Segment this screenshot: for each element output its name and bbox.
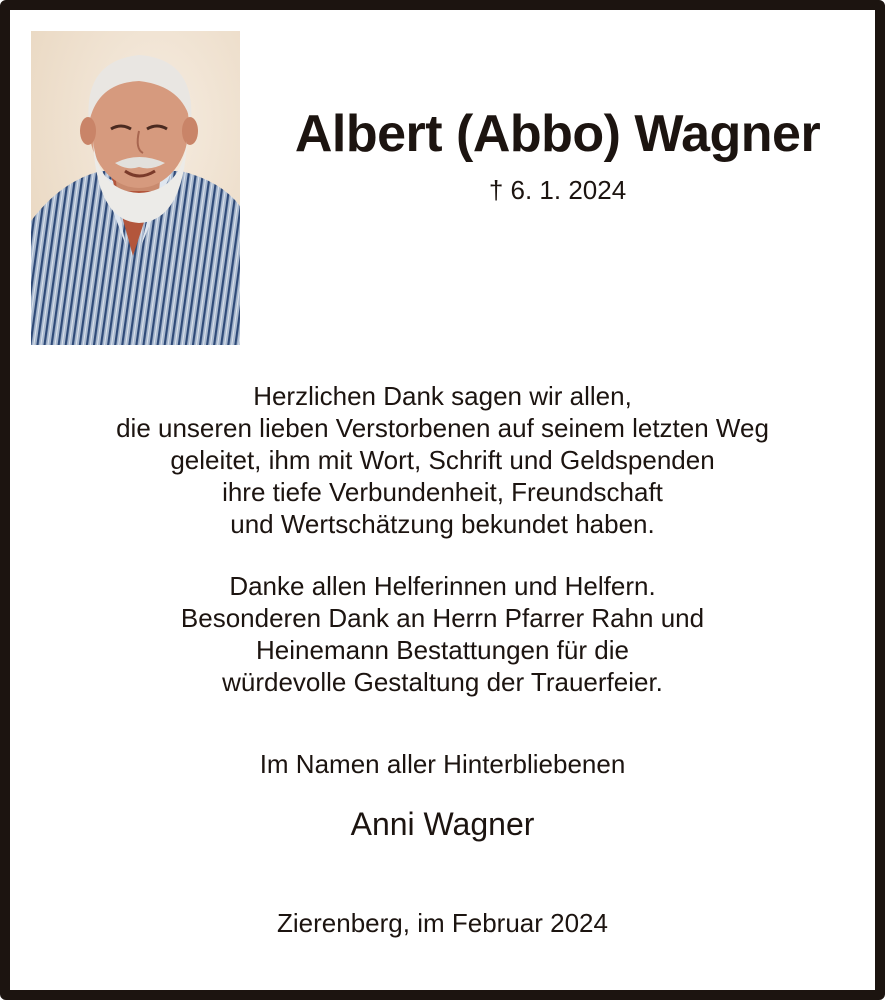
thanks-paragraph-2 [10, 570, 875, 698]
deceased-name: Albert (Abbo) Wagner [294, 105, 821, 163]
signer-name: Anni Wagner [350, 806, 535, 842]
closing-line: Im Namen aller Hinterbliebenen [259, 749, 626, 779]
text-line: Herzlichen Dank sagen wir allen, [253, 381, 632, 411]
death-date: † 6. 1. 2024 [488, 175, 627, 205]
text-line: Danke allen Helferinnen und Helfern. [229, 571, 656, 601]
thanks-paragraph-1 [10, 380, 875, 540]
text-line: die unseren lieben Verstorbenen auf seinem letzten Weg [116, 413, 769, 443]
text-line: Besonderen Dank an Herrn Pfarrer Rahn und [180, 603, 705, 633]
portrait-photo [31, 31, 240, 345]
text-line: geleitet, ihm mit Wort, Schrift und Geldspenden [170, 445, 715, 475]
place-and-date: Zierenberg, im Februar 2024 [277, 908, 608, 938]
text-line: und Wertschätzung bekundet haben. [230, 509, 655, 539]
text-line: ihre tiefe Verbundenheit, Freundschaft [222, 477, 663, 507]
text-line: würdevolle Gestaltung der Trauerfeier. [222, 667, 663, 697]
text-line: Heinemann Bestattungen für die [256, 635, 629, 665]
